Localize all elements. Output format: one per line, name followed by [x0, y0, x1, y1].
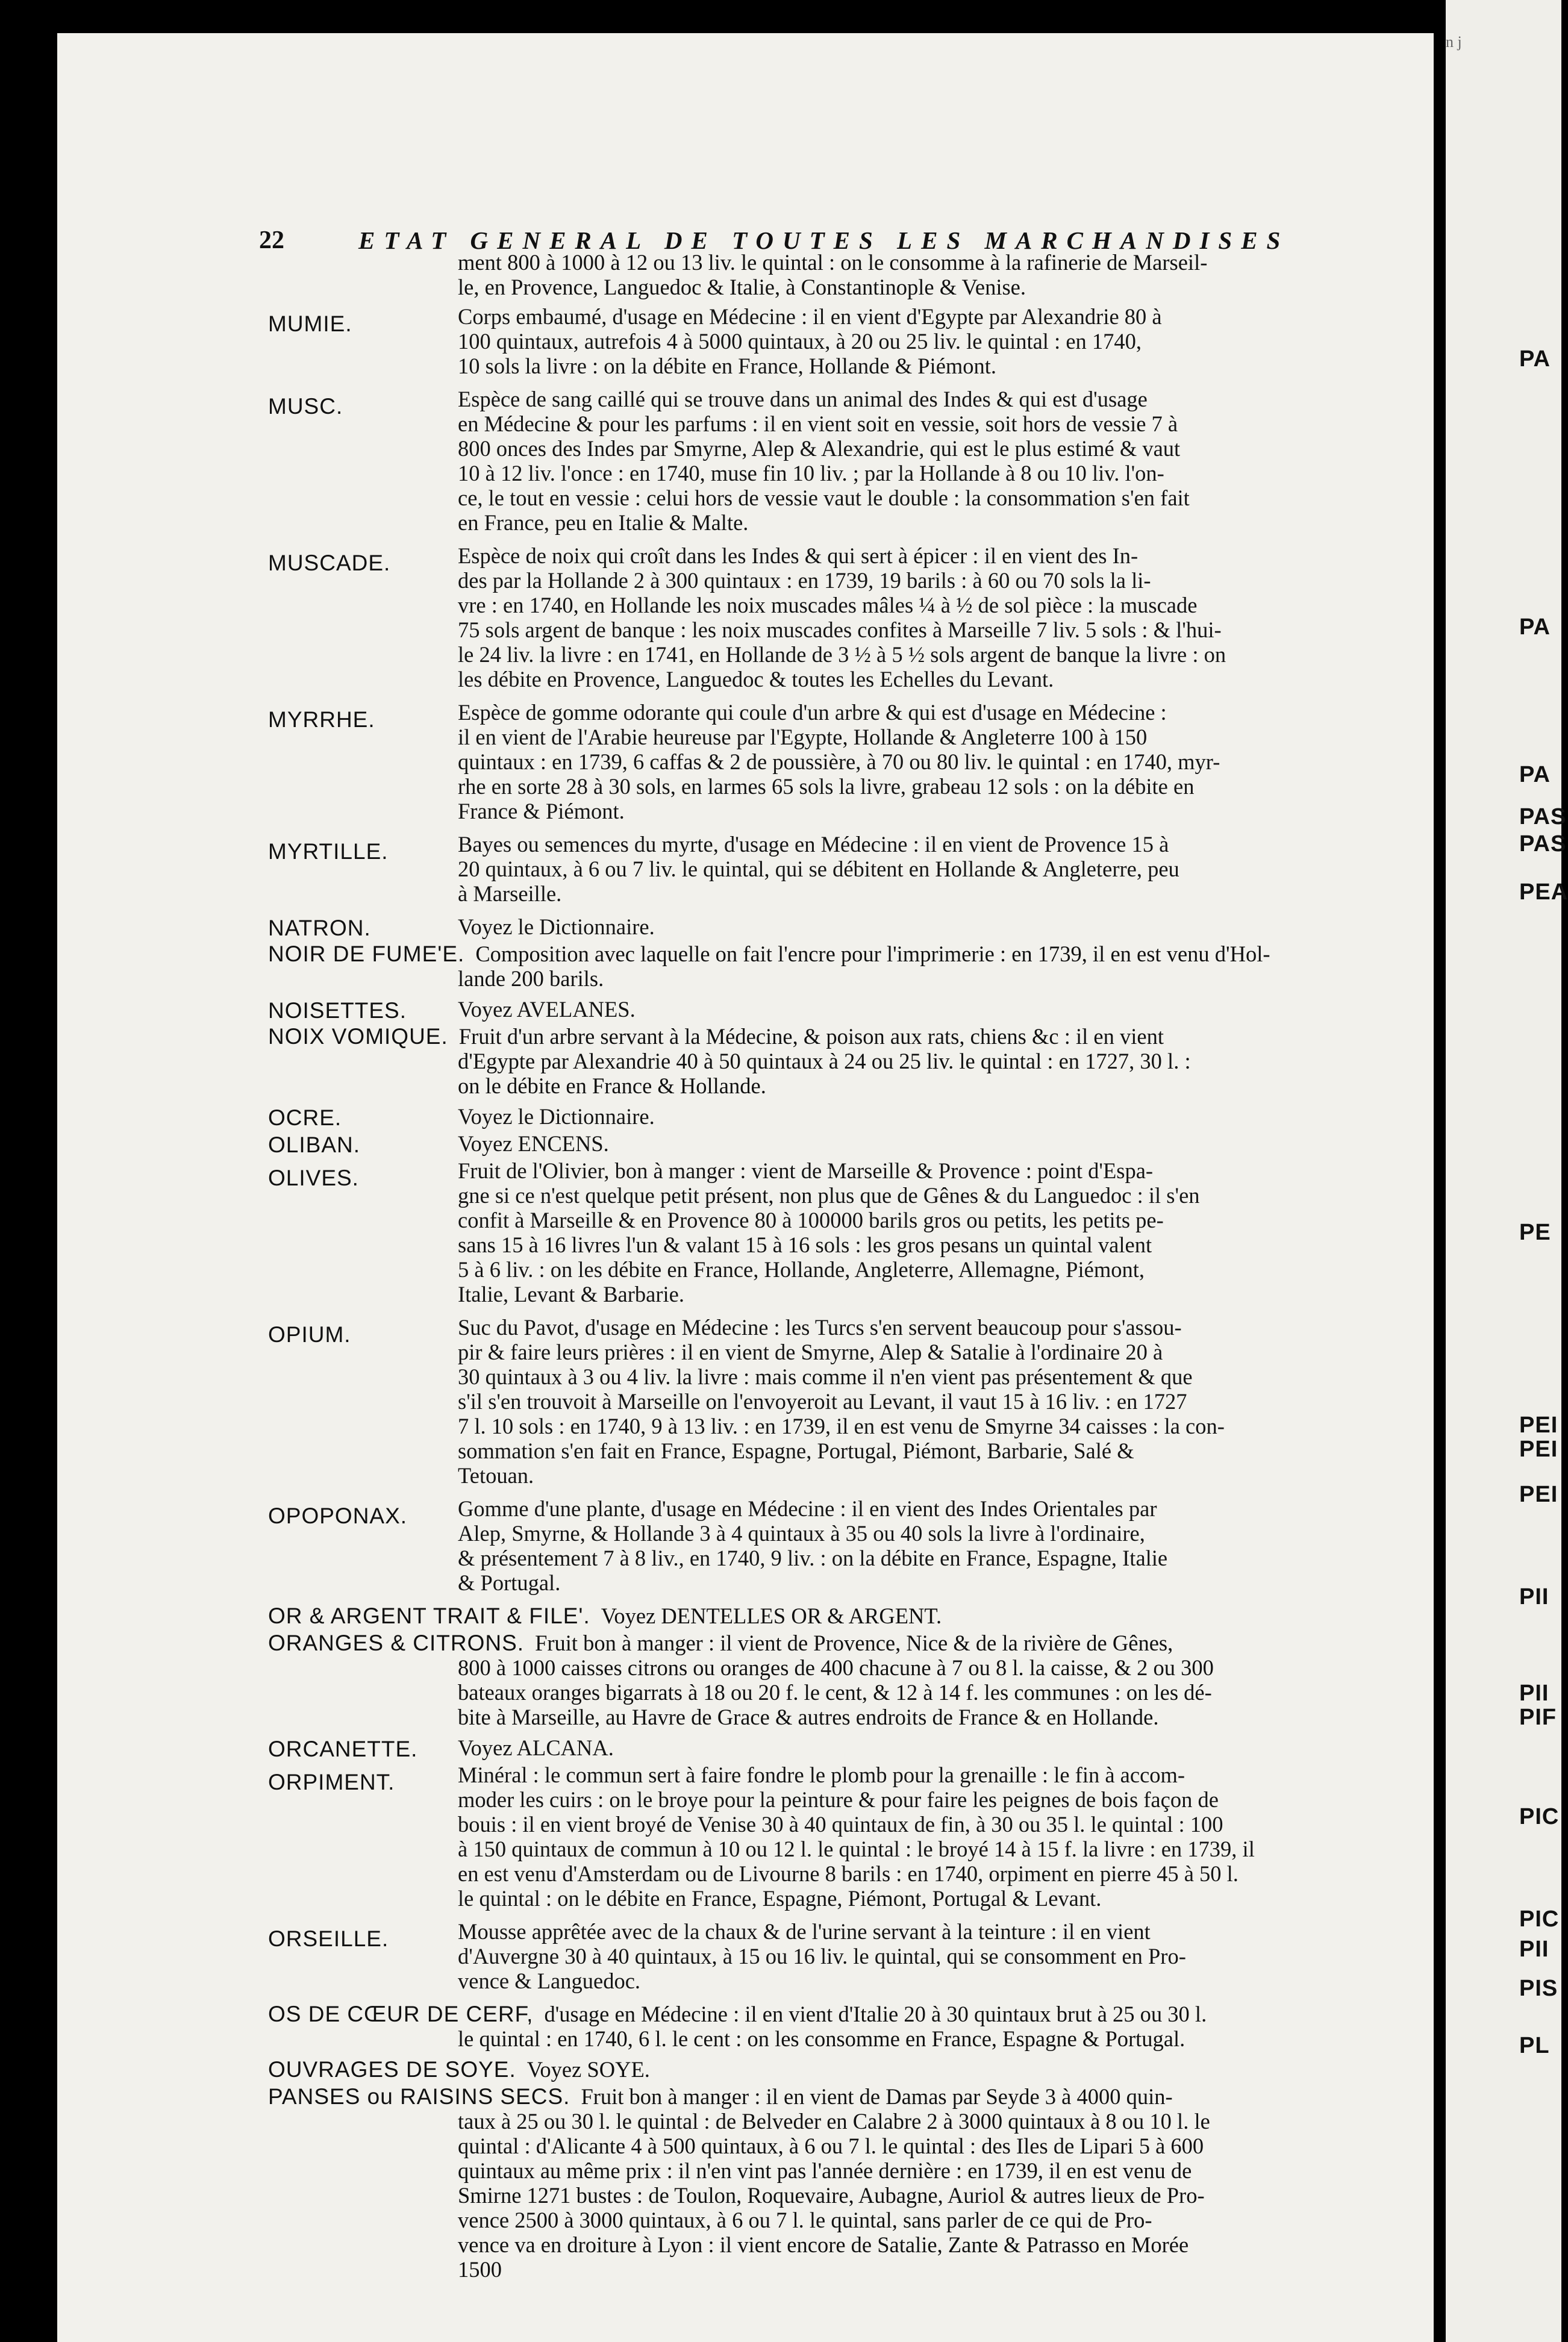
entry-term: OR & ARGENT TRAIT & FILE'.: [268, 1603, 590, 1628]
entry-term: MUSCADE.: [268, 551, 391, 575]
edge-word: PA: [1519, 762, 1551, 787]
corner-mark: n j: [1446, 33, 1462, 51]
edge-word: PAS: [1519, 804, 1567, 829]
edge-word: PII: [1519, 1584, 1549, 1610]
edge-word: PIC: [1519, 1804, 1560, 1829]
entry-term: MUMIE.: [268, 311, 352, 336]
text-line: Minéral : le commun sert à faire fondre le plomb pour la grenaille : le fin à accom-: [458, 1763, 1185, 1787]
edge-word: PII: [1519, 1937, 1549, 1962]
running-title: ETAT GENERAL DE TOUTES LES MARCHANDISES: [358, 226, 1290, 254]
edge-word: PIC: [1519, 1906, 1560, 1932]
entry-term: OS DE CŒUR DE CERF,: [268, 2002, 534, 2026]
text-line: des par la Hollande 2 à 300 quintaux : en 1739, 19 barils : à 60 ou 70 sols la li-: [458, 568, 1151, 593]
entry-text: [458, 304, 1413, 378]
entry-term: PANSES ou RAISINS SECS.: [268, 2084, 570, 2109]
text-line: Fruit de l'Olivier, bon à manger : vient de Marseille & Provence : point d'Espa-: [458, 1158, 1154, 1183]
entry-term: ORANGES & CITRONS.: [268, 1631, 525, 1655]
entry-term: NOISETTES.: [268, 998, 407, 1023]
text-line: vre : en 1740, en Hollande les noix muscades mâles ¼ à ½ de sol pièce : la muscade: [458, 593, 1198, 617]
edge-word: PAS: [1519, 831, 1567, 857]
text-line: 5 à 6 liv. : on les débite en France, Hollande, Angleterre, Allemagne, Piémont,: [458, 1257, 1145, 1282]
entry-text: [458, 1131, 1413, 1156]
text-line: [268, 941, 1413, 966]
entry-text: [458, 1315, 1413, 1488]
edge-word: PL: [1519, 2033, 1550, 2058]
entry-text: [458, 1919, 1413, 1993]
page-content: [57, 33, 1434, 2342]
entry-term: OCRE.: [268, 1105, 342, 1130]
entry-term: MYRTILLE.: [268, 839, 389, 864]
text-line: à Marseille.: [458, 881, 562, 906]
text-line: [268, 2084, 1413, 2109]
entry-term: NATRON.: [268, 916, 371, 940]
text-line: ce, le tout en vessie : celui hors de vessie vaut le double : la consommation s'en fait: [458, 486, 1190, 510]
entry-text: Fruit d'un arbre servant à la Médecine, & poison aux rats, chiens &c : il en vient: [458, 1024, 1164, 1049]
entry-text: Voyez DENTELLES OR & ARGENT.: [601, 1603, 942, 1628]
edge-word: PEI: [1519, 1413, 1558, 1438]
text-line: Espèce de noix qui croît dans les Indes & qui sert à épicer : il en vient des In-: [458, 543, 1139, 568]
entry-text: d'usage en Médecine : il en vient d'Italie 20 à 30 quintaux brut à 25 ou 30 l.: [544, 2002, 1207, 2026]
entry-text: [458, 543, 1413, 692]
text-line: lande 200 barils.: [458, 966, 604, 991]
entry-text: [458, 997, 1413, 1022]
text-line: Voyez le Dictionnaire.: [458, 1104, 655, 1129]
edge-word: PE: [1519, 1220, 1551, 1245]
text-line: 1500: [458, 2257, 502, 2282]
edge-word: PIF: [1519, 1705, 1557, 1730]
text-line: sommation s'en fait en France, Espagne, Portugal, Piémont, Barbarie, Salé &: [458, 1438, 1134, 1463]
lead-paragraph: [458, 250, 1413, 299]
edge-word: PA: [1519, 614, 1551, 640]
text-line: Espèce de sang caillé qui se trouve dans un animal des Indes & qui est d'usage: [458, 387, 1148, 411]
edge-word: PEA: [1519, 879, 1568, 905]
text-line: rhe en sorte 28 à 30 sols, en larmes 65 sols la livre, grabeau 12 sols : on la débite en: [458, 774, 1195, 799]
entry-inline: [268, 1631, 1413, 1729]
text-line: [268, 1631, 1413, 1655]
edge-word: PEI: [1519, 1437, 1558, 1462]
entry-inline: [268, 941, 1413, 991]
text-line: & présentement 7 à 8 liv., en 1740, 9 liv. : on la débite en France, Espagne, Italie: [458, 1546, 1168, 1570]
entry-term: MYRRHE.: [268, 707, 375, 732]
entry-text: Composition avec laquelle on fait l'encre pour l'imprimerie : en 1739, il en est venu d'Hol-: [475, 941, 1270, 966]
text-line: Bayes ou semences du myrte, d'usage en Médecine : il en vient de Provence 15 à: [458, 832, 1169, 857]
text-line: s'il s'en trouvoit à Marseille on l'envoyeroit au Levant, il vaut 15 à 16 liv. : en 1727: [458, 1389, 1187, 1414]
entry-term: MUSC.: [268, 394, 343, 419]
text-line: le, en Provence, Languedoc & Italie, à Constantinople & Venise.: [458, 275, 1026, 299]
text-line: quintal : d'Alicante 4 à 500 quintaux, à 6 ou 7 l. le quintal : des Iles de Lipari 5 à 600: [458, 2134, 1204, 2158]
entry-inline: [268, 2002, 1413, 2051]
entry-term: NOIR DE FUME'E.: [268, 941, 465, 966]
text-line: 20 quintaux, à 6 ou 7 liv. le quintal, qui se débitent en Hollande & Angleterre, peu: [458, 857, 1179, 881]
text-line: Espèce de gomme odorante qui coule d'un arbre & qui est d'usage en Médecine :: [458, 700, 1167, 725]
text-line: le quintal : on le débite en France, Espagne, Piémont, Portugal & Levant.: [458, 1886, 1102, 1911]
text-line: Corps embaumé, d'usage en Médecine : il en vient d'Egypte par Alexandrie 80 à: [458, 304, 1162, 329]
entry-text: Fruit bon à manger : il vient de Provence, Nice & de la rivière de Gênes,: [535, 1631, 1173, 1655]
text-line: 30 quintaux à 3 ou 4 liv. la livre : mais comme il n'en vient pas présentement & que: [458, 1364, 1193, 1389]
text-line: gne si ce n'est quelque petit présent, non plus que de Gênes & du Languedoc : il s'en: [458, 1183, 1200, 1208]
edge-word: PEI: [1519, 1482, 1558, 1507]
text-line: Mousse apprêtée avec de la chaux & de l'urine servant à la teinture : il en vient: [458, 1919, 1151, 1944]
entry-text: [458, 1735, 1413, 1760]
text-line: le quintal : en 1740, 6 l. le cent : on les consomme en France, Espagne & Portugal.: [458, 2026, 1185, 2051]
entry-term: OLIBAN.: [268, 1132, 360, 1157]
entry-text: [458, 1496, 1413, 1595]
entry-term: ORCANETTE.: [268, 1737, 418, 1761]
entry-text: [458, 387, 1413, 535]
text-line: 7 l. 10 sols : en 1740, 9 à 13 liv. : en 1739, il en est venu de Smyrne 34 caisses : la con-: [458, 1414, 1225, 1438]
text-line: d'Egypte par Alexandrie 40 à 50 quintaux à 24 ou 25 liv. le quintal : en 1727, 30 l. :: [458, 1049, 1191, 1073]
text-line: 75 sols argent de banque : les noix muscades confites à Marseille 7 liv. 5 sols : & l'hui-: [458, 617, 1222, 642]
entry-text: [458, 1158, 1413, 1307]
text-line: Gomme d'une plante, d'usage en Médecine : il en vient des Indes Orientales par: [458, 1496, 1157, 1521]
entry-inline: [268, 2084, 1413, 2282]
text-line: Voyez le Dictionnaire.: [458, 914, 655, 939]
text-line: le 24 liv. la livre : en 1741, en Hollande de 3 ½ à 5 ½ sols argent de banque la livre : on: [458, 642, 1226, 667]
text-line: ment 800 à 1000 à 12 ou 13 liv. le quintal : on le consomme à la rafinerie de Marseil-: [458, 250, 1208, 275]
text-line: vence & Languedoc.: [458, 1969, 641, 1993]
text-line: Smirne 1271 bustes : de Toulon, Roquevaire, Aubagne, Auriol & autres lieux de Pro-: [458, 2183, 1205, 2208]
text-line: d'Auvergne 30 à 40 quintaux, à 15 ou 16 liv. le quintal, qui se consomment en Pro-: [458, 1944, 1186, 1969]
entry-text: [458, 832, 1413, 906]
text-line: bateaux oranges bigarrats à 18 ou 20 f. le cent, & 12 à 14 f. les communes : on les dé-: [458, 1680, 1212, 1705]
text-line: Alep, Smyrne, & Hollande 3 à 4 quintaux à 35 ou 40 sols la livre à l'ordinaire,: [458, 1521, 1145, 1546]
text-line: 10 sols la livre : on la débite en France, Hollande & Piémont.: [458, 354, 997, 378]
entry-text: Voyez SOYE.: [526, 2057, 650, 2082]
text-line: [268, 1024, 1413, 1049]
text-line: Suc du Pavot, d'usage en Médecine : les Turcs s'en servent beaucoup pour s'assou-: [458, 1315, 1182, 1340]
text-line: 100 quintaux, autrefois 4 à 5000 quintaux, à 20 ou 25 liv. le quintal : en 1740,: [458, 329, 1142, 354]
text-line: en France, peu en Italie & Malte.: [458, 510, 749, 535]
entry-term: ORPIMENT.: [268, 1770, 395, 1794]
text-line: 800 onces des Indes par Smyrne, Alep & Alexandrie, qui est le plus estimé & vaut: [458, 436, 1181, 461]
text-line: il en vient de l'Arabie heureuse par l'Egypte, Hollande & Angleterre 100 à 150: [458, 725, 1148, 749]
document-page: [57, 33, 1434, 2342]
entry-text: Fruit bon à manger : il en vient de Damas par Seyde 3 à 4000 quin-: [581, 2084, 1173, 2109]
entry-text: [458, 1763, 1413, 1911]
text-line: en Médecine & pour les parfums : il en vient soit en vessie, soit hors de vessie 7 à: [458, 411, 1178, 436]
adjacent-page-edge: [1446, 0, 1568, 2342]
text-line: pir & faire leurs prières : il en vient de Smyrne, Alep & Satalie à l'ordinaire 20 à: [458, 1340, 1163, 1364]
text-line: [268, 1603, 1413, 1628]
text-line: taux à 25 ou 30 l. le quintal : de Belveder en Calabre 2 à 3000 quintaux à 8 ou 10 l. le: [458, 2109, 1210, 2134]
edge-word: PA: [1519, 346, 1551, 372]
text-line: sans 15 à 16 livres l'un & valant 15 à 16 sols : les gros pesans un quintal valent: [458, 1232, 1152, 1257]
entry-text: [458, 1104, 1413, 1129]
entry-text: [458, 700, 1413, 823]
entry-term: NOIX VOMIQUE.: [268, 1024, 448, 1049]
text-line: Voyez AVELANES.: [458, 997, 636, 1022]
text-line: quintaux au même prix : il n'en vint pas l'année dernière : en 1739, il en est venu de: [458, 2158, 1192, 2183]
text-line: Tetouan.: [458, 1463, 534, 1488]
text-line: moder les cuirs : on le broye pour la peinture & pour faire les peignes de bois façon de: [458, 1787, 1219, 1812]
text-line: & Portugal.: [458, 1570, 561, 1595]
entry-inline: [268, 1603, 1413, 1628]
text-line: en est venu d'Amsterdam ou de Livourne 8 barils : en 1740, orpiment en pierre 45 à 50 l.: [458, 1861, 1238, 1886]
text-line: 800 à 1000 caisses citrons ou oranges de 400 chacune à 7 ou 8 l. la caisse, & 2 ou 300: [458, 1655, 1214, 1680]
text-line: bouis : il en vient broyé de Venise 30 à 40 quintaux de fin, à 30 ou 35 l. le quintal : 100: [458, 1812, 1223, 1837]
text-line: on le débite en France & Hollande.: [458, 1073, 766, 1098]
text-line: [268, 2002, 1413, 2026]
entry-term: OLIVES.: [268, 1166, 359, 1190]
text-line: Voyez ENCENS.: [458, 1131, 609, 1156]
text-line: [268, 2057, 1413, 2082]
entry-inline: [268, 1024, 1413, 1098]
entry-text: [458, 914, 1413, 939]
text-line: Voyez ALCANA.: [458, 1735, 614, 1760]
text-line: quintaux : en 1739, 6 caffas & 2 de poussière, à 70 ou 80 liv. le quintal : en 1740, myr-: [458, 749, 1220, 774]
entry-term: OPOPONAX.: [268, 1504, 408, 1528]
text-line: à 150 quintaux de commun à 10 ou 12 l. le quintal : le broyé 14 à 15 f. la livre : en 1739, il: [458, 1837, 1255, 1861]
text-line: confit à Marseille & en Provence 80 à 100000 barils gros ou petits, les petits pe-: [458, 1208, 1164, 1232]
text-line: les débite en Provence, Languedoc & toutes les Echelles du Levant.: [458, 667, 1054, 692]
edge-word: PII: [1519, 1681, 1549, 1706]
text-line: 10 à 12 liv. l'once : en 1740, muse fin 10 liv. ; par la Hollande à 8 ou 10 liv. l'on-: [458, 461, 1164, 486]
page-number: 22: [259, 226, 284, 254]
text-line: France & Piémont.: [458, 799, 625, 823]
text-line: bite à Marseille, au Havre de Grace & autres endroits de France & en Hollande.: [458, 1705, 1159, 1729]
entry-inline: [268, 2057, 1413, 2082]
entry-term: ORSEILLE.: [268, 1926, 389, 1951]
entry-term: OPIUM.: [268, 1322, 351, 1347]
edge-word: PIS: [1519, 1976, 1558, 2001]
text-line: vence va en droiture à Lyon : il vient encore de Satalie, Zante & Patrasso en Morée: [458, 2232, 1189, 2257]
entry-term: OUVRAGES DE SOYE.: [268, 2057, 516, 2082]
text-line: vence 2500 à 3000 quintaux, à 6 ou 7 l. le quintal, sans parler de ce qui de Pro-: [458, 2208, 1152, 2232]
text-line: Italie, Levant & Barbarie.: [458, 1282, 684, 1307]
